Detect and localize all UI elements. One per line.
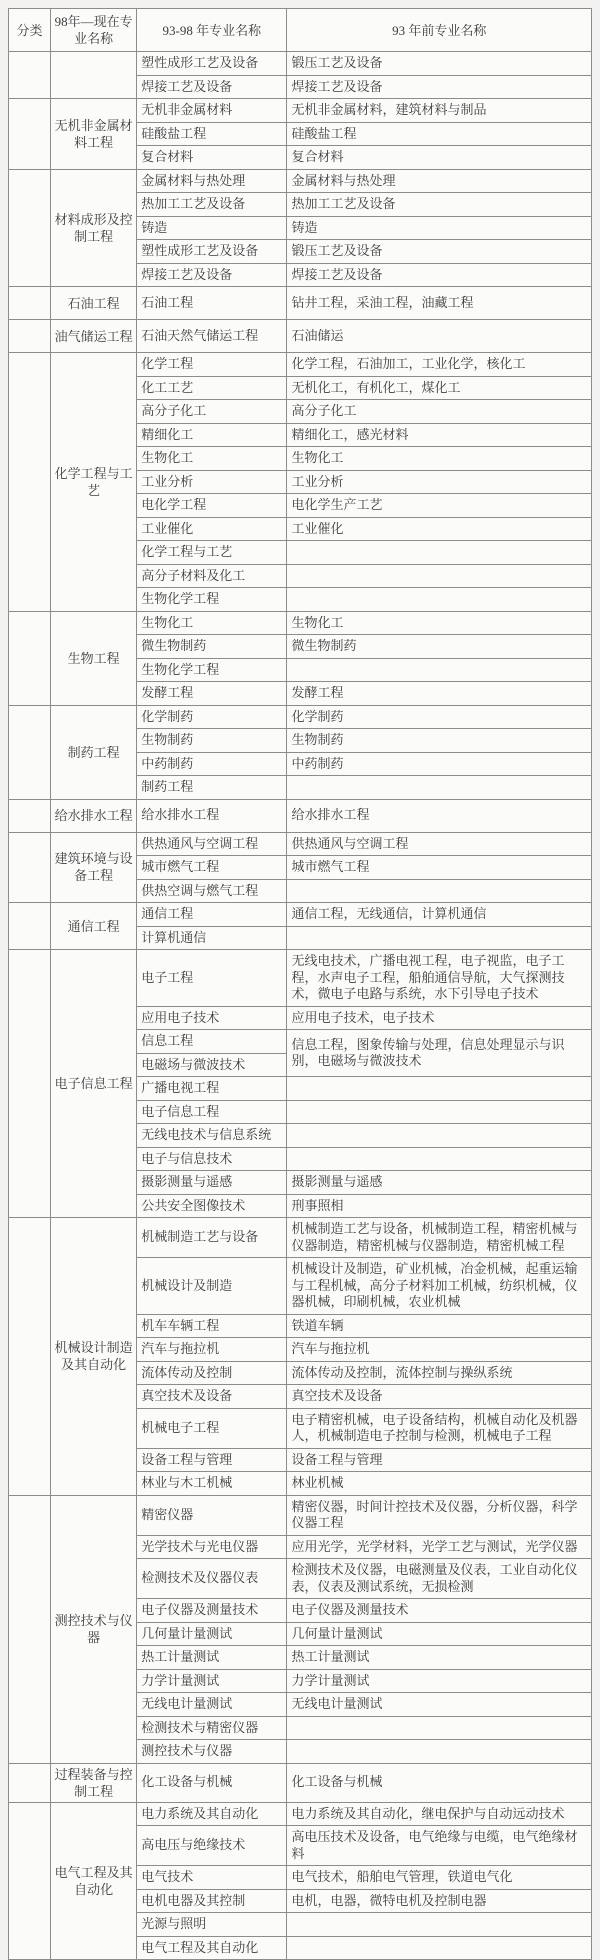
major-93-98-cell: 石油工程 (137, 287, 287, 320)
major-pre93-cell: 工业催化 (287, 517, 592, 541)
major-pre93-cell: 中药制药 (287, 752, 592, 776)
major-pre93-cell: 无线电计量测试 (287, 1693, 592, 1717)
major-93-98-cell: 真空技术及设备 (137, 1385, 287, 1409)
major-pre93-cell (287, 1913, 592, 1937)
category-spacer-cell (9, 353, 51, 612)
major-pre93-cell (287, 1936, 592, 1960)
table-row (9, 611, 592, 635)
major-93-98-cell: 供热通风与空调工程 (137, 832, 287, 856)
major-93-98-cell: 生物制药 (137, 729, 287, 753)
category-cell: 通信工程 (51, 903, 137, 950)
major-pre93-cell: 电气技术，船舶电气管理，铁道电气化 (287, 1866, 592, 1890)
major-93-98-cell: 中药制药 (137, 752, 287, 776)
major-pre93-cell: 石油储运 (287, 320, 592, 353)
major-pre93-cell: 焊接工艺及设备 (287, 75, 592, 99)
document-page (8, 8, 592, 1960)
major-pre93-cell: 复合材料 (287, 146, 592, 170)
major-name-mapping-table (8, 8, 592, 1960)
category-cell: 建筑环境与设备工程 (51, 832, 137, 903)
category-cell: 油气储运工程 (51, 320, 137, 353)
major-pre93-cell: 汽车与拖拉机 (287, 1338, 592, 1362)
major-pre93-cell: 金属材料与热处理 (287, 169, 592, 193)
major-93-98-cell: 电力系统及其自动化 (137, 1802, 287, 1826)
category-cell: 电气工程及其自动化 (51, 1802, 137, 1960)
major-pre93-cell: 电机，电器，微特电机及控制电器 (287, 1889, 592, 1913)
major-pre93-cell: 高分子化工 (287, 400, 592, 424)
major-93-98-cell: 金属材料与热处理 (137, 169, 287, 193)
major-pre93-cell: 电化学生产工艺 (287, 494, 592, 518)
major-pre93-cell: 电子仪器及测量技术 (287, 1599, 592, 1623)
category-cell: 电子信息工程 (51, 950, 137, 1218)
major-pre93-cell: 检测技术及仪器，电磁测量及仪表，工业自动化仪表，仪表及测试系统，无损检测 (287, 1559, 592, 1599)
major-pre93-cell: 无机化工，有机化工，煤化工 (287, 376, 592, 400)
major-93-98-cell: 应用电子技术 (137, 1006, 287, 1030)
category-spacer-cell (9, 320, 51, 353)
major-93-98-cell: 生物化工 (137, 447, 287, 471)
table-row (9, 169, 592, 193)
major-pre93-cell: 锻压工艺及设备 (287, 240, 592, 264)
category-spacer-cell (9, 52, 51, 99)
table-row (9, 799, 592, 832)
category-cell: 化学工程与工艺 (51, 353, 137, 612)
table-row (9, 353, 592, 377)
major-93-98-cell: 无线电技术与信息系统 (137, 1124, 287, 1148)
table-row (9, 832, 592, 856)
major-pre93-cell: 精细化工，感光材料 (287, 423, 592, 447)
major-93-98-cell: 公共安全图像技术 (137, 1194, 287, 1218)
major-93-98-cell: 复合材料 (137, 146, 287, 170)
category-cell: 给水排水工程 (51, 799, 137, 832)
major-93-98-cell: 给水排水工程 (137, 799, 287, 832)
major-93-98-cell: 检测技术与精密仪器 (137, 1716, 287, 1740)
major-pre93-cell (287, 1716, 592, 1740)
major-pre93-cell: 化学制药 (287, 705, 592, 729)
major-pre93-cell (287, 1124, 592, 1148)
major-pre93-cell: 生物制药 (287, 729, 592, 753)
major-93-98-cell: 机械制造工艺与设备 (137, 1218, 287, 1258)
major-93-98-cell: 测控技术与仪器 (137, 1740, 287, 1764)
major-93-98-cell: 生物化工 (137, 611, 287, 635)
major-93-98-cell: 化工设备与机械 (137, 1763, 287, 1802)
major-93-98-cell: 高电压与绝缘技术 (137, 1826, 287, 1866)
major-93-98-cell: 精密仪器 (137, 1495, 287, 1535)
major-pre93-cell: 钻井工程，采油工程，油藏工程 (287, 287, 592, 320)
major-93-98-cell: 力学计量测试 (137, 1669, 287, 1693)
table-row (9, 287, 592, 320)
category-spacer-cell (9, 169, 51, 287)
major-93-98-cell: 石油天然气储运工程 (137, 320, 287, 353)
major-93-98-cell: 信息工程 (137, 1030, 287, 1054)
table-row (9, 99, 592, 123)
major-pre93-cell: 设备工程与管理 (287, 1448, 592, 1472)
major-pre93-cell: 生物化工 (287, 447, 592, 471)
table-body (9, 52, 592, 1960)
category-cell: 生物工程 (51, 611, 137, 705)
header-98-now: 98年—现在专业名称 (51, 9, 137, 52)
major-93-98-cell: 高分子材料及化工 (137, 564, 287, 588)
major-pre93-cell: 几何量计量测试 (287, 1622, 592, 1646)
major-pre93-cell: 林业机械 (287, 1472, 592, 1496)
major-pre93-cell: 工业分析 (287, 470, 592, 494)
major-pre93-cell (287, 1100, 592, 1124)
header-category: 分类 (9, 9, 51, 52)
major-pre93-cell (287, 926, 592, 950)
major-93-98-cell: 供热空调与燃气工程 (137, 879, 287, 903)
major-93-98-cell: 热工计量测试 (137, 1646, 287, 1670)
category-spacer-cell (9, 287, 51, 320)
major-93-98-cell: 生物化学工程 (137, 658, 287, 682)
table-row (9, 52, 592, 76)
major-pre93-cell: 真空技术及设备 (287, 1385, 592, 1409)
major-pre93-cell (287, 658, 592, 682)
category-cell: 机械设计制造及其自动化 (51, 1218, 137, 1496)
major-93-98-cell: 工业分析 (137, 470, 287, 494)
major-pre93-cell: 铸造 (287, 216, 592, 240)
major-pre93-cell: 无机非金属材料，建筑材料与制品 (287, 99, 592, 123)
major-pre93-cell (287, 1077, 592, 1101)
major-93-98-cell: 焊接工艺及设备 (137, 263, 287, 287)
major-pre93-cell: 化工设备与机械 (287, 1763, 592, 1802)
major-pre93-cell: 信息工程，图象传输与处理，信息处理显示与识别，电磁场与微波技术 (287, 1030, 592, 1077)
major-93-98-cell: 机车车辆工程 (137, 1314, 287, 1338)
major-pre93-cell: 应用电子技术，电子技术 (287, 1006, 592, 1030)
major-93-98-cell: 电子仪器及测量技术 (137, 1599, 287, 1623)
table-row (9, 320, 592, 353)
major-pre93-cell: 精密仪器，时间计控技术及仪器，分析仪器，科学仪器工程 (287, 1495, 592, 1535)
major-pre93-cell: 发酵工程 (287, 682, 592, 706)
major-93-98-cell: 精细化工 (137, 423, 287, 447)
major-93-98-cell: 检测技术及仪器仪表 (137, 1559, 287, 1599)
category-spacer-cell (9, 1802, 51, 1960)
major-93-98-cell: 焊接工艺及设备 (137, 75, 287, 99)
major-pre93-cell: 应用光学，光学材料，光学工艺与测试，光学仪器 (287, 1535, 592, 1559)
major-93-98-cell: 流体传动及控制 (137, 1361, 287, 1385)
major-93-98-cell: 制药工程 (137, 776, 287, 800)
table-row (9, 1495, 592, 1535)
major-93-98-cell: 光源与照明 (137, 1913, 287, 1937)
major-93-98-cell: 塑性成形工艺及设备 (137, 240, 287, 264)
major-pre93-cell: 生物化工 (287, 611, 592, 635)
major-pre93-cell: 城市燃气工程 (287, 856, 592, 880)
category-cell: 制药工程 (51, 705, 137, 799)
category-cell: 无机非金属材料工程 (51, 99, 137, 170)
major-93-98-cell: 微生物制药 (137, 635, 287, 659)
table-row (9, 950, 592, 1007)
category-spacer-cell (9, 799, 51, 832)
major-93-98-cell: 塑性成形工艺及设备 (137, 52, 287, 76)
category-spacer-cell (9, 1218, 51, 1496)
major-pre93-cell (287, 1740, 592, 1764)
major-pre93-cell: 刑事照相 (287, 1194, 592, 1218)
table-row (9, 903, 592, 927)
major-pre93-cell: 硅酸盐工程 (287, 122, 592, 146)
table-header-row (9, 9, 592, 52)
major-93-98-cell: 机械电子工程 (137, 1408, 287, 1448)
major-pre93-cell: 锻压工艺及设备 (287, 52, 592, 76)
major-93-98-cell: 摄影测量与遥感 (137, 1171, 287, 1195)
category-spacer-cell (9, 99, 51, 170)
major-pre93-cell (287, 564, 592, 588)
major-93-98-cell: 工业催化 (137, 517, 287, 541)
major-pre93-cell: 力学计量测试 (287, 1669, 592, 1693)
category-cell (51, 52, 137, 99)
major-93-98-cell: 硅酸盐工程 (137, 122, 287, 146)
major-pre93-cell (287, 776, 592, 800)
table-row (9, 1218, 592, 1258)
major-pre93-cell: 无线电技术，广播电视工程，电子视监，电子工程，水声电子工程，船舶通信导航，大气探测技术，微电子电路与系统，水下引导电子技术 (287, 950, 592, 1007)
major-pre93-cell: 化学工程，石油加工，工业化学，核化工 (287, 353, 592, 377)
category-spacer-cell (9, 1763, 51, 1802)
category-spacer-cell (9, 611, 51, 705)
major-93-98-cell: 电子信息工程 (137, 1100, 287, 1124)
major-93-98-cell: 几何量计量测试 (137, 1622, 287, 1646)
category-spacer-cell (9, 903, 51, 950)
major-93-98-cell: 汽车与拖拉机 (137, 1338, 287, 1362)
category-cell: 过程装备与控制工程 (51, 1763, 137, 1802)
category-spacer-cell (9, 705, 51, 799)
major-pre93-cell: 通信工程，无线通信，计算机通信 (287, 903, 592, 927)
major-pre93-cell: 供热通风与空调工程 (287, 832, 592, 856)
major-93-98-cell: 化工工艺 (137, 376, 287, 400)
major-pre93-cell (287, 879, 592, 903)
major-93-98-cell: 电机电器及其控制 (137, 1889, 287, 1913)
major-93-98-cell: 无线电计量测试 (137, 1693, 287, 1717)
major-93-98-cell: 电子工程 (137, 950, 287, 1007)
table-row (9, 1802, 592, 1826)
major-93-98-cell: 通信工程 (137, 903, 287, 927)
major-pre93-cell: 铁道车辆 (287, 1314, 592, 1338)
category-cell: 测控技术与仪器 (51, 1495, 137, 1763)
major-93-98-cell: 发酵工程 (137, 682, 287, 706)
major-pre93-cell: 高电压技术及设备，电气绝缘与电缆，电气绝缘材料 (287, 1826, 592, 1866)
major-pre93-cell: 微生物制药 (287, 635, 592, 659)
major-pre93-cell (287, 588, 592, 612)
major-93-98-cell: 铸造 (137, 216, 287, 240)
major-93-98-cell: 广播电视工程 (137, 1077, 287, 1101)
major-93-98-cell: 机械设计及制造 (137, 1258, 287, 1315)
category-spacer-cell (9, 832, 51, 903)
category-cell: 材料成形及控制工程 (51, 169, 137, 287)
major-93-98-cell: 化学制药 (137, 705, 287, 729)
table-row (9, 1763, 592, 1802)
major-pre93-cell: 给水排水工程 (287, 799, 592, 832)
major-pre93-cell: 热加工工艺及设备 (287, 193, 592, 217)
header-pre-93: 93 年前专业名称 (287, 9, 592, 52)
table-row (9, 705, 592, 729)
major-93-98-cell: 光学技术与光电仪器 (137, 1535, 287, 1559)
major-93-98-cell: 电磁场与微波技术 (137, 1053, 287, 1077)
major-pre93-cell: 流体传动及控制，流体控制与操纵系统 (287, 1361, 592, 1385)
major-93-98-cell: 无机非金属材料 (137, 99, 287, 123)
major-pre93-cell (287, 1147, 592, 1171)
major-93-98-cell: 计算机通信 (137, 926, 287, 950)
major-93-98-cell: 设备工程与管理 (137, 1448, 287, 1472)
major-pre93-cell: 电子精密机械，电子设备结构，机械自动化及机器人，机械制造电子控制与检测，机械电子工程 (287, 1408, 592, 1448)
major-93-98-cell: 生物化学工程 (137, 588, 287, 612)
category-spacer-cell (9, 1495, 51, 1763)
major-93-98-cell: 高分子化工 (137, 400, 287, 424)
major-93-98-cell: 电子与信息技术 (137, 1147, 287, 1171)
major-pre93-cell: 机械制造工艺与设备，机械制造工程，精密机械与仪器制造，精密机械与仪器制造，精密机械工程 (287, 1218, 592, 1258)
major-93-98-cell: 电化学工程 (137, 494, 287, 518)
major-93-98-cell: 化学工程与工艺 (137, 541, 287, 565)
major-pre93-cell: 电力系统及其自动化，继电保护与自动远动技术 (287, 1802, 592, 1826)
category-cell: 石油工程 (51, 287, 137, 320)
major-pre93-cell: 焊接工艺及设备 (287, 263, 592, 287)
major-93-98-cell: 城市燃气工程 (137, 856, 287, 880)
major-pre93-cell: 机械设计及制造，矿业机械，冶金机械，起重运输与工程机械，高分子材料加工机械，纺织机械，仪器机械，印刷机械，农业机械 (287, 1258, 592, 1315)
major-pre93-cell: 摄影测量与遥感 (287, 1171, 592, 1195)
header-93-98: 93-98 年专业名称 (137, 9, 287, 52)
major-93-98-cell: 电气工程及其自动化 (137, 1936, 287, 1960)
major-93-98-cell: 化学工程 (137, 353, 287, 377)
major-pre93-cell (287, 541, 592, 565)
major-93-98-cell: 热加工工艺及设备 (137, 193, 287, 217)
major-pre93-cell: 热工计量测试 (287, 1646, 592, 1670)
major-93-98-cell: 林业与木工机械 (137, 1472, 287, 1496)
category-spacer-cell (9, 950, 51, 1218)
major-93-98-cell: 电气技术 (137, 1866, 287, 1890)
